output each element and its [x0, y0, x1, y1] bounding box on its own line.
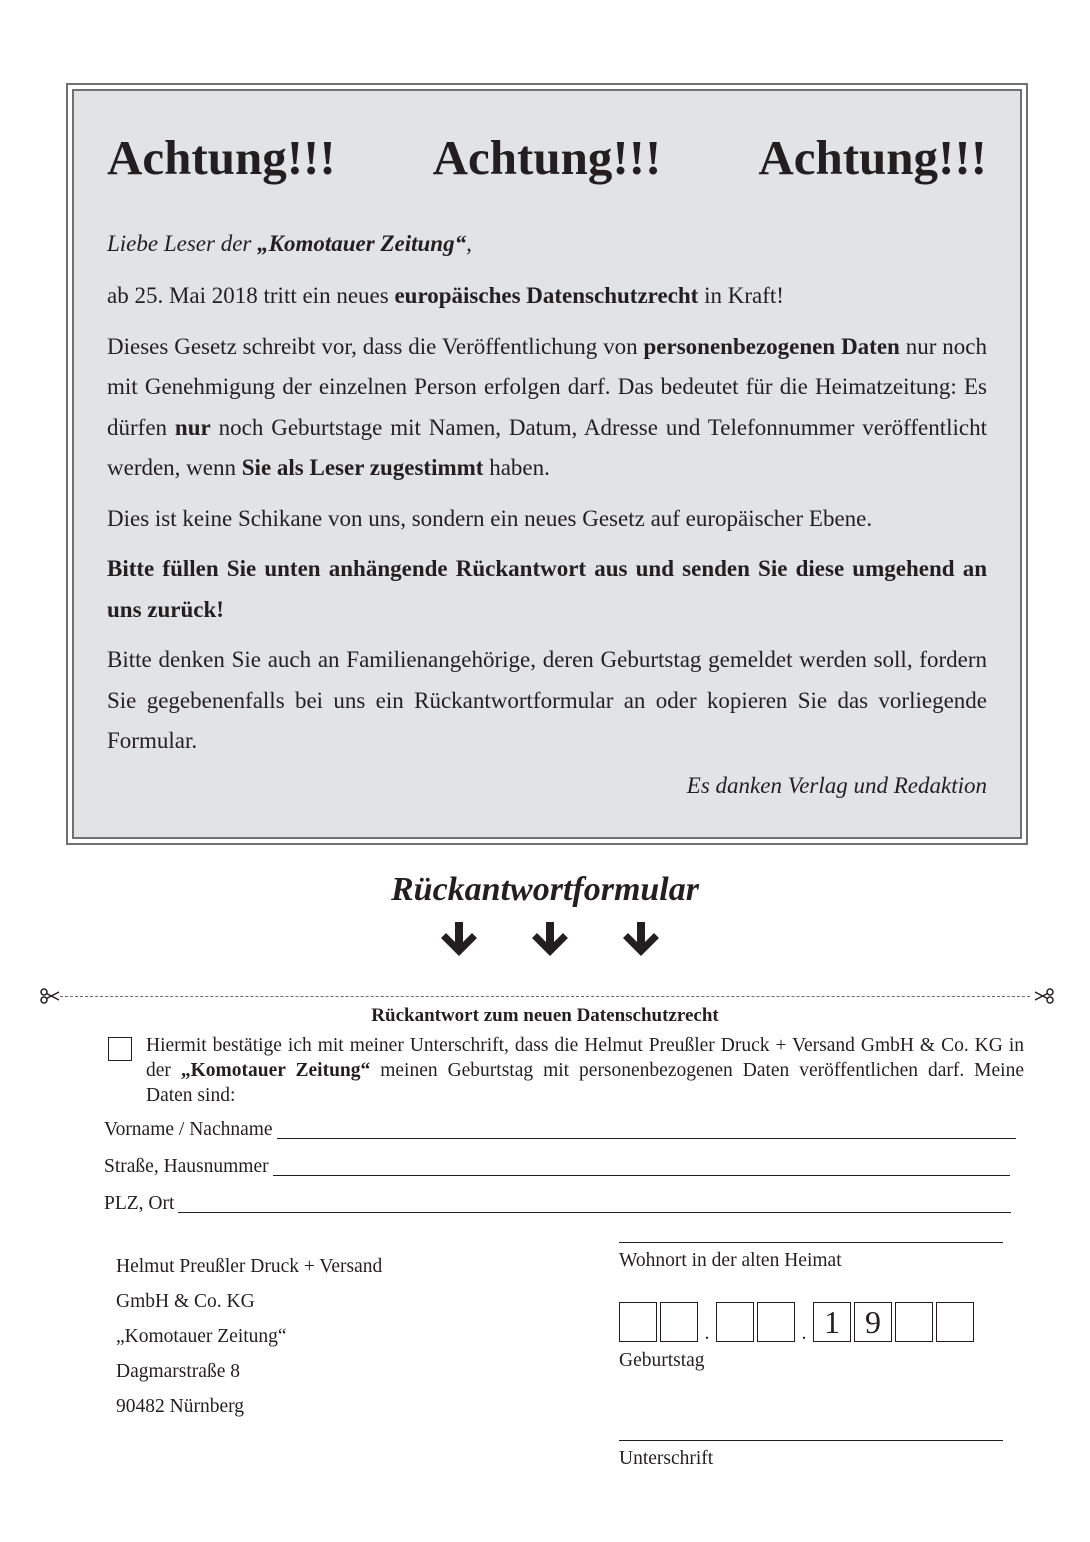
paragraph-family: Bitte denken Sie auch an Familienangehörige, deren Geburtstag gemeldet werden soll, fordern Sie gegebenenfalls bei uns ein Rückantwortformular an oder kopieren Sie das vorliegende Formular. [107, 647, 987, 753]
street-label: Straße, Hausnummer [104, 1156, 269, 1177]
birthday-digit-box[interactable] [660, 1302, 698, 1342]
greeting [107, 224, 987, 264]
text-span: nur noch mit Genehmigung der einzelnen Person erfolgen darf. Das bedeutet für die Heimatzeitung: Es dürfen [107, 333, 987, 440]
city-line[interactable] [178, 1192, 1011, 1213]
birthday-digit-box[interactable] [716, 1302, 754, 1342]
name-field-row [104, 1114, 1016, 1142]
arrow-group [440, 922, 660, 958]
form-title: Rückantwortformular [391, 871, 699, 908]
address-line: Helmut Preußler Druck + Versand [116, 1256, 383, 1277]
hometown-label: Wohnort in der alten Heimat [619, 1250, 842, 1271]
city-field-row [104, 1188, 1011, 1216]
recipient-address [116, 1249, 382, 1424]
paragraph-date [107, 276, 987, 317]
headline-word: Achtung!!! [432, 130, 662, 185]
name-line[interactable] [277, 1118, 1016, 1139]
headline [107, 129, 987, 187]
address-line: Dagmarstraße 8 [116, 1361, 240, 1382]
birthday-digit-box: 1 [813, 1302, 851, 1342]
birthday-digit-box[interactable] [619, 1302, 657, 1342]
signature-label: Unterschrift [619, 1448, 714, 1469]
hometown-line[interactable] [619, 1242, 1003, 1243]
bold-span: nur [174, 414, 211, 440]
text-span: noch Geburtstage mit Namen, Datum, Adresse und Telefonnummer veröffentlicht werden, wenn [107, 414, 987, 480]
consent-text [146, 1033, 1024, 1108]
text-span: ab 25. Mai 2018 tritt ein neues [107, 283, 395, 308]
birthday-label: Geburtstag [619, 1350, 705, 1371]
birthday-digit-box[interactable] [757, 1302, 795, 1342]
headline-word: Achtung!!! [758, 130, 987, 185]
bold-span: personenbezogenen Daten [643, 333, 900, 359]
headline-word: Achtung!!! [107, 130, 336, 185]
arrow-down-icon [440, 922, 478, 958]
text-span: meinen Geburtstag mit personenbezogenen Daten veröffentlichen darf. Meine Daten sind: [146, 1060, 1024, 1106]
text-span: in Kraft! [698, 283, 784, 308]
birthday-separator: . [801, 1322, 807, 1344]
signoff: Es danken Verlag und Redaktion [686, 772, 987, 798]
address-line: 90482 Nürnberg [116, 1396, 244, 1417]
birthday-digit-box[interactable] [936, 1302, 974, 1342]
street-line[interactable] [273, 1155, 1010, 1176]
bold-span: europäisches Datenschutzrecht [394, 283, 699, 308]
cut-line [60, 996, 1030, 997]
text-span: Hiermit bestätige ich mit meiner Unterschrift, dass die Helmut Preußler Druck + Versand GmbH & Co. KG in der [146, 1035, 1024, 1081]
greeting-prefix: Liebe Leser der [107, 231, 258, 256]
paragraph-law [107, 327, 987, 489]
reply-title: Rückantwort zum neuen Datenschutzrecht [371, 1005, 719, 1026]
paragraph-request: Bitte füllen Sie unten anhängende Rückantwort aus und senden Sie diese umgehend an uns zurück! [107, 556, 987, 622]
birthday-boxes [619, 1301, 977, 1342]
birthday-separator: . [704, 1322, 710, 1344]
notice-panel [72, 89, 1022, 839]
street-field-row [104, 1151, 1010, 1179]
signature-line[interactable] [619, 1440, 1003, 1441]
address-line: „Komotauer Zeitung“ [116, 1326, 287, 1347]
bold-span: „Komotauer Zeitung“ [180, 1060, 371, 1081]
bold-span: Sie als Leser zugestimmt [241, 455, 484, 480]
arrow-down-icon [531, 922, 569, 958]
notice-box [66, 83, 1028, 845]
name-label: Vorname / Nachname [104, 1119, 273, 1140]
text-span: Dieses Gesetz schreibt vor, dass die Veröffentlichung von [107, 333, 644, 359]
scissors-icon [1034, 986, 1054, 1006]
arrow-down-icon [622, 922, 660, 958]
consent-checkbox[interactable] [108, 1037, 132, 1061]
address-line: GmbH & Co. KG [116, 1291, 255, 1312]
paragraph-no-harassment: Dies ist keine Schikane von uns, sondern ein neues Gesetz auf europäischer Ebene. [107, 505, 873, 531]
greeting-paper-name: „Komotauer Zeitung“ [257, 231, 467, 256]
text-span: haben. [483, 455, 550, 480]
greeting-suffix: , [466, 231, 472, 256]
birthday-digit-box[interactable] [895, 1302, 933, 1342]
scissors-icon [40, 986, 60, 1006]
birthday-digit-box: 9 [854, 1302, 892, 1342]
city-label: PLZ, Ort [104, 1193, 175, 1214]
